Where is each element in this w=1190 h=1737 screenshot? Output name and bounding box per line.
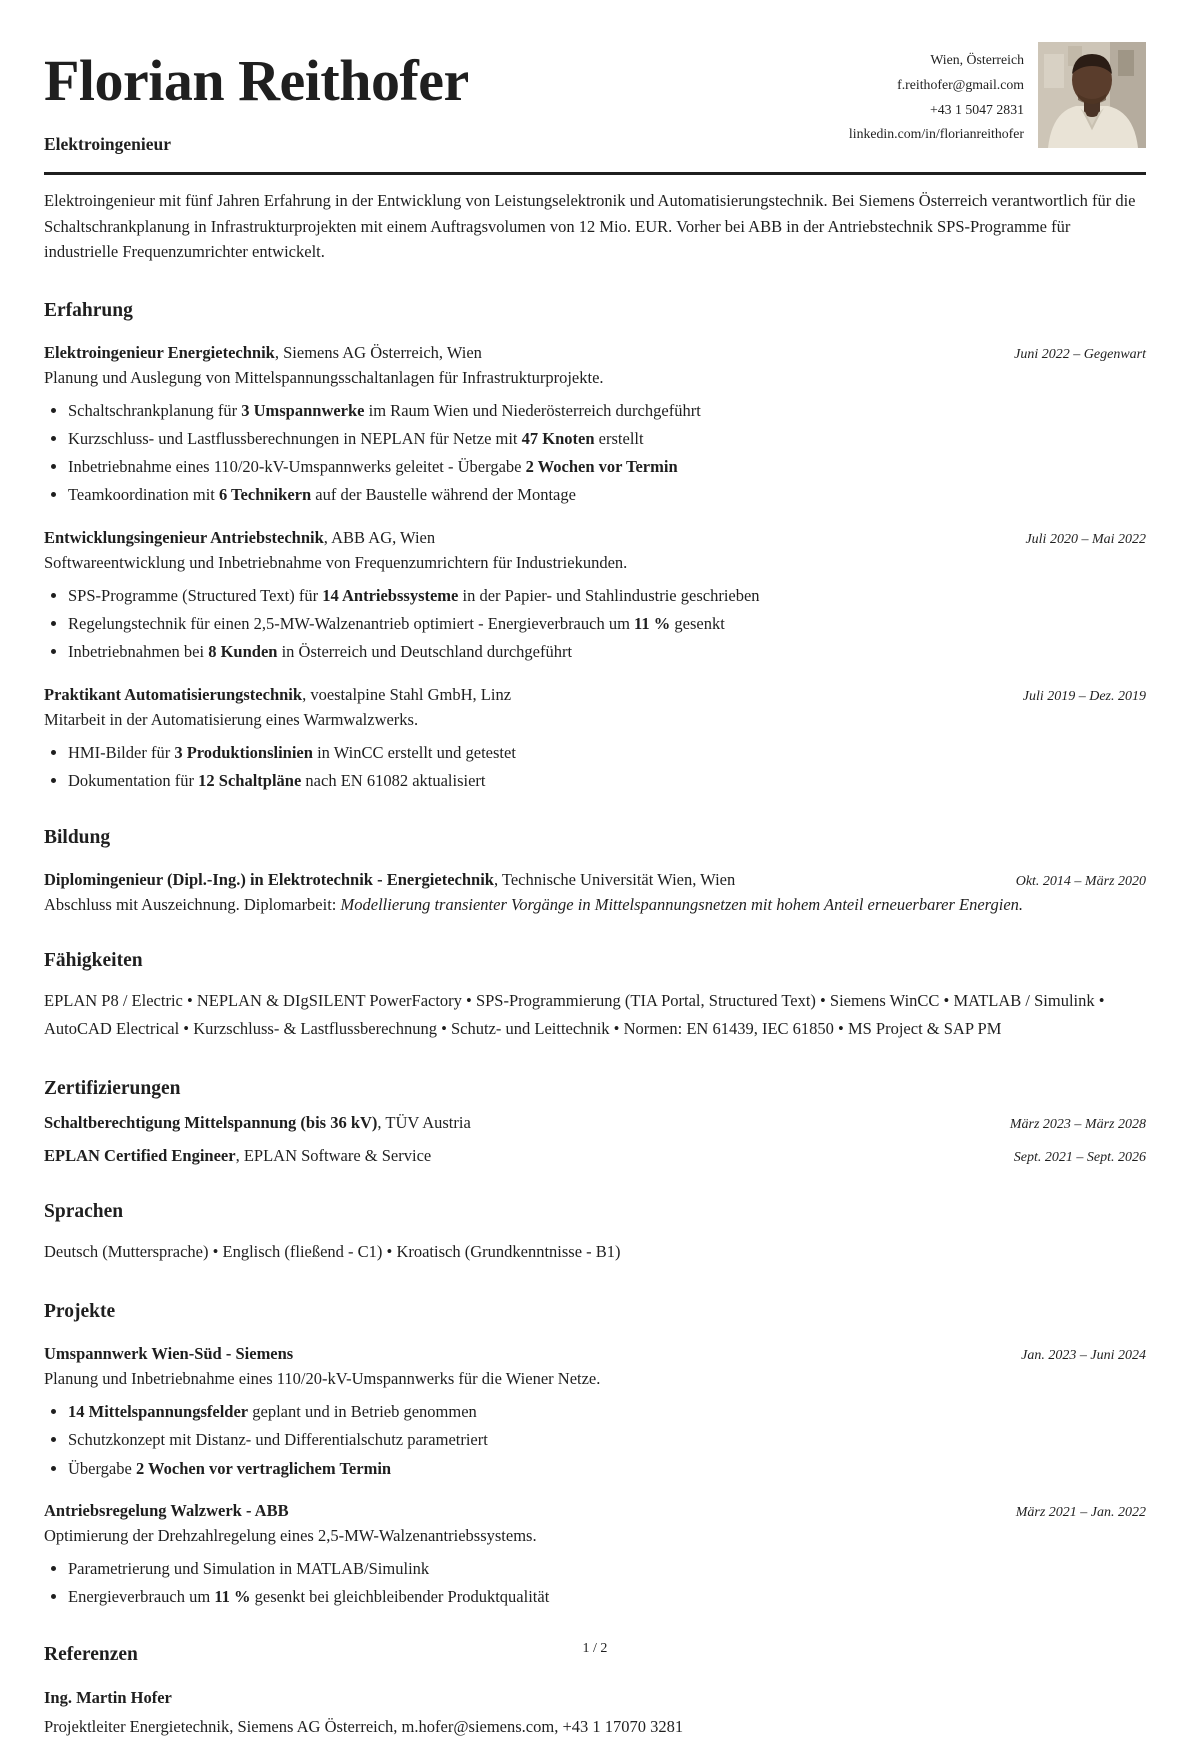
job-title-line <box>44 528 435 548</box>
certification-row <box>44 1113 1146 1133</box>
job-description: Mitarbeit in der Automatisierung eines Warmwalzwerks. <box>44 709 419 729</box>
education-desc-text: Abschluss mit Auszeichnung. Diplomarbeit: <box>44 895 341 915</box>
certification-title-line <box>44 1146 431 1166</box>
job-dates: Juli 2020 – Mai 2022 <box>1025 531 1146 547</box>
bullet-item <box>68 585 1146 607</box>
bullet-text: in der Papier- und Stahlindustrie geschrieben <box>458 585 760 605</box>
job-header <box>44 343 1146 363</box>
education-title-line <box>44 870 735 890</box>
education-school: , Technische Universität Wien, Wien <box>493 870 736 890</box>
bullet-text: Übergabe <box>68 1458 136 1478</box>
bullet-bold: 11 % <box>634 614 671 634</box>
job-title: Praktikant Automatisierungstechnik <box>44 684 303 704</box>
certification-dates: März 2023 – März 2028 <box>1009 1117 1146 1133</box>
page-number: 1 / 2 <box>582 1641 608 1656</box>
bullet-item <box>68 400 1146 422</box>
bullet-text: Energieverbrauch um <box>68 1587 215 1607</box>
project-description: Optimierung der Drehzahlregelung eines 2,5-MW-Walzenantriebssystems. <box>44 1526 537 1546</box>
bullet-text: Schaltschrankplanung für <box>68 400 242 420</box>
bullet-bold: 3 Produktionslinien <box>174 742 313 762</box>
bullet-bold: 12 Schaltpläne <box>198 770 302 790</box>
bullet-text: Schutzkonzept mit Distanz- und Differentialschutz parametriert <box>68 1430 488 1450</box>
contact-linkedin[interactable]: linkedin.com/in/florianreithofer <box>848 126 1024 142</box>
job-bullet-list <box>44 400 1146 507</box>
certification-title: EPLAN Certified Engineer <box>44 1146 236 1166</box>
contact-email[interactable]: f.reithofer@gmail.com <box>897 76 1024 92</box>
job-title: Entwicklungsingenieur Antriebstechnik <box>44 527 324 547</box>
bullet-text: auf der Baustelle während der Montage <box>311 485 576 505</box>
bullet-item <box>68 1558 1146 1580</box>
project-entry <box>44 1344 1146 1480</box>
section-heading-references: Referenzen <box>44 1643 138 1665</box>
job-title-line <box>44 343 482 363</box>
bullet-text: Teamkoordination mit <box>68 485 219 505</box>
bullet-bold: 6 Technikern <box>218 485 312 505</box>
languages-text: Deutsch (Muttersprache) • Englisch (fließend - C1) • Kroatisch (Grundkenntnisse - B1) <box>44 1242 621 1262</box>
job-title-line <box>44 685 511 705</box>
contact-phone: +43 1 5047 2831 <box>929 101 1024 117</box>
bullet-bold: 14 Mittelspannungsfelder <box>68 1402 249 1422</box>
bullet-item <box>68 742 1146 764</box>
section-heading-skills: Fähigkeiten <box>44 950 143 972</box>
bullet-text: gesenkt <box>670 614 725 634</box>
profile-photo-image <box>1038 42 1146 148</box>
bullet-item <box>68 428 1146 450</box>
project-header <box>44 1344 1146 1364</box>
bullet-item <box>68 770 1146 792</box>
section-heading-projects: Projekte <box>44 1301 116 1323</box>
job-header <box>44 685 1146 705</box>
job-company: , ABB AG, Wien <box>323 527 436 547</box>
bullet-item <box>68 484 1146 506</box>
project-title-line <box>44 1501 289 1521</box>
profile-photo <box>1038 42 1146 148</box>
project-title-line <box>44 1344 293 1364</box>
certification-issuer: , EPLAN Software & Service <box>235 1146 432 1166</box>
bullet-bold: 2 Wochen vor Termin <box>525 457 678 477</box>
bullet-text: Kurzschluss- und Lastflussberechnungen in NEPLAN für Netze mit <box>68 428 522 448</box>
reference-details: Projektleiter Energietechnik, Siemens AG Österreich, m.hofer@siemens.com, +43 1 17070 3281 <box>44 1716 684 1736</box>
education-thesis-title: Modellierung transienter Vorgänge in Mittelspannungsnetzen mit hohem Anteil erneuerbarer Energien. <box>340 895 1024 915</box>
section-heading-certifications: Zertifizierungen <box>44 1078 181 1100</box>
bullet-text: gesenkt bei gleichbleibender Produktqualität <box>250 1587 550 1607</box>
bullet-bold: 14 Antriebssysteme <box>322 585 459 605</box>
certification-title: Schaltberechtigung Mittelspannung (bis 36 kV) <box>44 1113 378 1133</box>
job-entry <box>44 343 1146 507</box>
bullet-bold: 3 Umspannwerke <box>241 400 365 420</box>
bullet-item <box>68 641 1146 663</box>
bullet-bold: 11 % <box>214 1587 251 1607</box>
header <box>44 42 1146 155</box>
bullet-text: nach EN 61082 aktualisiert <box>301 770 486 790</box>
project-entry <box>44 1501 1146 1609</box>
bullet-text: Inbetriebnahmen bei <box>68 642 209 662</box>
project-dates: Jan. 2023 – Juni 2024 <box>1021 1348 1146 1364</box>
bullet-text: erstellt <box>594 428 644 448</box>
project-dates: März 2021 – Jan. 2022 <box>1015 1505 1146 1521</box>
bullet-text: in Österreich und Deutschland durchgeführt <box>277 642 573 662</box>
certification-issuer: , TÜV Austria <box>377 1113 471 1133</box>
reference-name: Ing. Martin Hofer <box>44 1687 172 1707</box>
header-right <box>849 42 1146 148</box>
bullet-item <box>68 613 1146 635</box>
job-entry <box>44 685 1146 793</box>
contact-block <box>849 42 1024 147</box>
bullet-text: Dokumentation für <box>68 770 199 790</box>
job-dates: Juli 2019 – Dez. 2019 <box>1022 688 1146 704</box>
job-description: Softwareentwicklung und Inbetriebnahme von Frequenzumrichtern für Industriekunden. <box>44 552 628 572</box>
job-bullet-list <box>44 585 1146 664</box>
job-company: , voestalpine Stahl GmbH, Linz <box>302 684 512 704</box>
section-heading-experience: Erfahrung <box>44 299 133 321</box>
project-title: Antriebsregelung Walzwerk - ABB <box>44 1501 289 1521</box>
project-bullet-list <box>44 1558 1146 1609</box>
bullet-bold: 8 Kunden <box>208 642 278 662</box>
job-title: Elektroingenieur Energietechnik <box>44 342 275 362</box>
summary-paragraph: Elektroingenieur mit fünf Jahren Erfahrung in der Entwicklung von Leistungselektronik und Automatisierungstechnik. Bei Siemens Österreich verantwortlich für die Schaltschrankplanung in Infrastrukturprojekten mit einem Auftragsvolumen von 12 Mio. EUR. Vorher bei ABB in der Antriebstechnik SPS-Programme für industrielle Frequenzumrichter entwickelt. <box>44 191 1136 262</box>
project-title: Umspannwerk Wien-Süd - Siemens <box>44 1344 294 1364</box>
bullet-item <box>68 1458 1146 1480</box>
job-header <box>44 528 1146 548</box>
education-entry <box>44 870 1146 915</box>
education-dates: Okt. 2014 – März 2020 <box>1015 874 1146 890</box>
header-divider <box>44 172 1146 175</box>
bullet-item <box>68 1401 1146 1423</box>
skills-text: EPLAN P8 / Electric • NEPLAN & DIgSILENT PowerFactory • SPS-Programmierung (TIA Portal, Structured Text) • Siemens WinCC • MATLAB / Simulink • AutoCAD Electrical • Kurzschluss- & Lastflussberechnung • Schutz- und Leittechnik • Normen: EN 61439, IEC 61850 • MS Project & SAP PM <box>44 991 1105 1039</box>
education-header <box>44 870 1146 890</box>
education-description <box>44 895 1146 915</box>
contact-location: Wien, Österreich <box>930 52 1024 67</box>
header-left <box>44 42 469 155</box>
project-description: Planung und Inbetriebnahme eines 110/20-kV-Umspannwerks für die Wiener Netze. <box>44 1369 601 1389</box>
job-description: Planung und Auslegung von Mittelspannungsschaltanlagen für Infrastrukturprojekte. <box>44 367 604 387</box>
bullet-bold: 47 Knoten <box>521 428 595 448</box>
certification-row <box>44 1146 1146 1166</box>
bullet-text: Regelungstechnik für einen 2,5-MW-Walzenantrieb optimiert - Energieverbrauch um <box>68 614 635 634</box>
bullet-item <box>68 456 1146 478</box>
bullet-text: HMI-Bilder für <box>68 742 175 762</box>
bullet-item <box>68 1429 1146 1451</box>
section-heading-languages: Sprachen <box>44 1201 124 1223</box>
job-dates: Juni 2022 – Gegenwart <box>1014 346 1146 362</box>
bullet-text: geplant und in Betrieb genommen <box>248 1402 477 1422</box>
education-degree: Diplomingenieur (Dipl.-Ing.) in Elektrotechnik - Energietechnik <box>44 870 494 890</box>
job-entry <box>44 528 1146 664</box>
bullet-text: SPS-Programme (Structured Text) für <box>68 585 323 605</box>
bullet-text: im Raum Wien und Niederösterreich durchgeführt <box>364 400 701 420</box>
person-name: Florian Reithofer <box>44 48 469 113</box>
project-header <box>44 1501 1146 1521</box>
project-bullet-list <box>44 1401 1146 1480</box>
bullet-item <box>68 1586 1146 1608</box>
bullet-bold: 2 Wochen vor vertraglichem Termin <box>135 1458 392 1478</box>
section-heading-education: Bildung <box>44 827 111 849</box>
bullet-text: Inbetriebnahme eines 110/20-kV-Umspannwerks geleitet - Übergabe <box>68 457 526 477</box>
job-company: , Siemens AG Österreich, Wien <box>274 342 482 362</box>
person-role: Elektroingenieur <box>44 134 172 154</box>
certification-dates: Sept. 2021 – Sept. 2026 <box>1013 1150 1146 1166</box>
certification-title-line <box>44 1113 471 1133</box>
bullet-text: in WinCC erstellt und getestet <box>312 742 516 762</box>
job-bullet-list <box>44 742 1146 793</box>
bullet-text: Parametrierung und Simulation in MATLAB/Simulink <box>68 1559 430 1579</box>
